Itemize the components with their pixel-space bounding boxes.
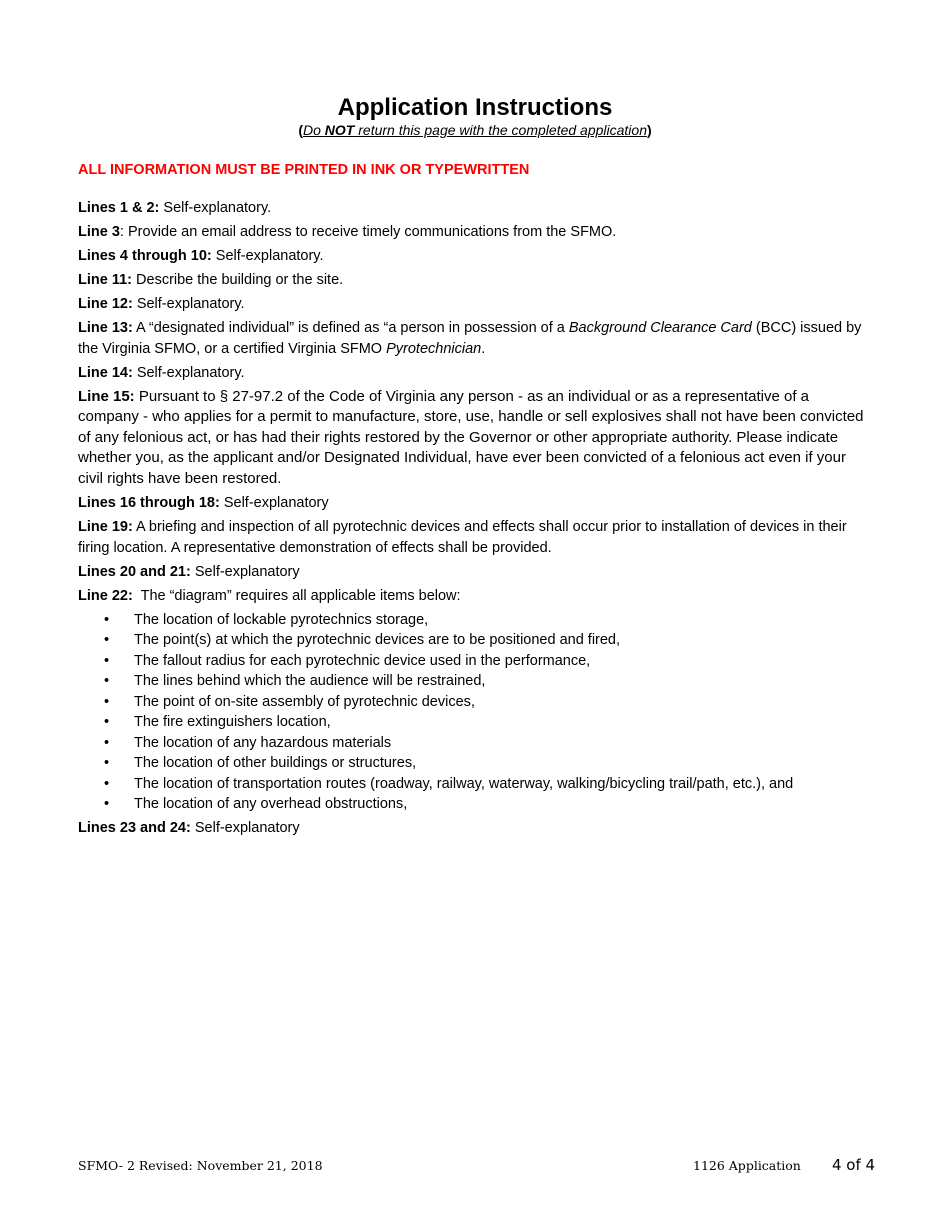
bullet-icon: • [104, 611, 110, 628]
list-item: • The point of on-site assembly of pyrotechnic devices, [78, 692, 868, 713]
bullet-icon: • [104, 693, 110, 710]
list-item: • The fallout radius for each pyrotechnic device used in the performance, [78, 651, 868, 672]
instruction-lines-23-24: Lines 23 and 24: Self-explanatory [78, 819, 300, 836]
bullet-icon: • [104, 775, 110, 792]
footer-revision: SFMO- 2 Revised: November 21, 2018 [78, 1158, 323, 1173]
instruction-lines-20-21: Lines 20 and 21: Self-explanatory [78, 563, 300, 580]
list-item: • The fire extinguishers location, [78, 712, 868, 733]
instruction-line-11: Line 11: Describe the building or the site. [78, 272, 344, 289]
instruction-line-13: Line 13: A “designated individual” is defined as “a person in possession of a Background Clearance Card (BCC) issued by the Virginia SFMO, or a certified Virginia SFMO Pyrotechnician. [78, 320, 862, 357]
list-item: • The location of any overhead obstructions, [78, 794, 868, 815]
instruction-line-15: Line 15: Pursuant to § 27-97.2 of the Code of Virginia any person - as an individual or as a representative of a company - who applies for a permit to manufacture, store, use, handle or sell explosives shall not have been convicted of any felonious act, or has had their rights restored by the Governor or other appropriate authority. Please indicate whether you, as the applicant and/or Designated Individual, have ever been convicted of a felonious act even if your civil rights have been restored. [78, 387, 864, 487]
instruction-line-19: Line 19: A briefing and inspection of all pyrotechnic devices and effects shall occur prior to installation of devices in their firing location. A representative demonstration of effects shall be provided. [78, 519, 847, 556]
list-item: • The location of lockable pyrotechnics storage, [78, 610, 868, 631]
page-title: Application Instructions [337, 94, 613, 121]
bullet-icon: • [104, 734, 110, 751]
instruction-lines-1-2: Lines 1 & 2: Self-explanatory. [78, 200, 272, 216]
bullet-icon: • [104, 796, 110, 813]
list-item: • The location of transportation routes (roadway, railway, waterway, walking/bicycling trail/path, etc.), and [78, 774, 868, 795]
list-item: • The lines behind which the audience will be restrained, [78, 671, 868, 692]
instruction-lines-16-18: Lines 16 through 18: Self-explanatory [78, 495, 329, 512]
page-subtitle: (Do NOT return this page with the completed application) [298, 122, 652, 138]
diagram-requirements-list [78, 610, 868, 815]
bullet-icon: • [104, 714, 110, 731]
instruction-lines-4-10: Lines 4 through 10: Self-explanatory. [78, 248, 324, 265]
bullet-icon: • [104, 755, 110, 772]
footer-form-name: 1126 Application [693, 1158, 801, 1173]
instructions-body [78, 198, 868, 842]
list-item: • The location of other buildings or structures, [78, 753, 868, 774]
list-item: • The location of any hazardous materials [78, 733, 868, 754]
instruction-line-12: Line 12: Self-explanatory. [78, 296, 245, 313]
instruction-line-22: Line 22: The “diagram” requires all applicable items below: [78, 587, 461, 604]
ink-warning-banner: ALL INFORMATION MUST BE PRINTED IN INK OR TYPEWRITTEN [78, 162, 530, 178]
footer-page-number: 4 of 4 [832, 1156, 876, 1174]
bullet-icon: • [104, 652, 110, 669]
instruction-line-14: Line 14: Self-explanatory. [78, 364, 245, 381]
bullet-icon: • [104, 673, 110, 690]
bullet-icon: • [104, 632, 110, 649]
list-item: • The point(s) at which the pyrotechnic devices are to be positioned and fired, [78, 630, 868, 651]
instruction-line-3: Line 3: Provide an email address to receive timely communications from the SFMO. [78, 224, 617, 241]
